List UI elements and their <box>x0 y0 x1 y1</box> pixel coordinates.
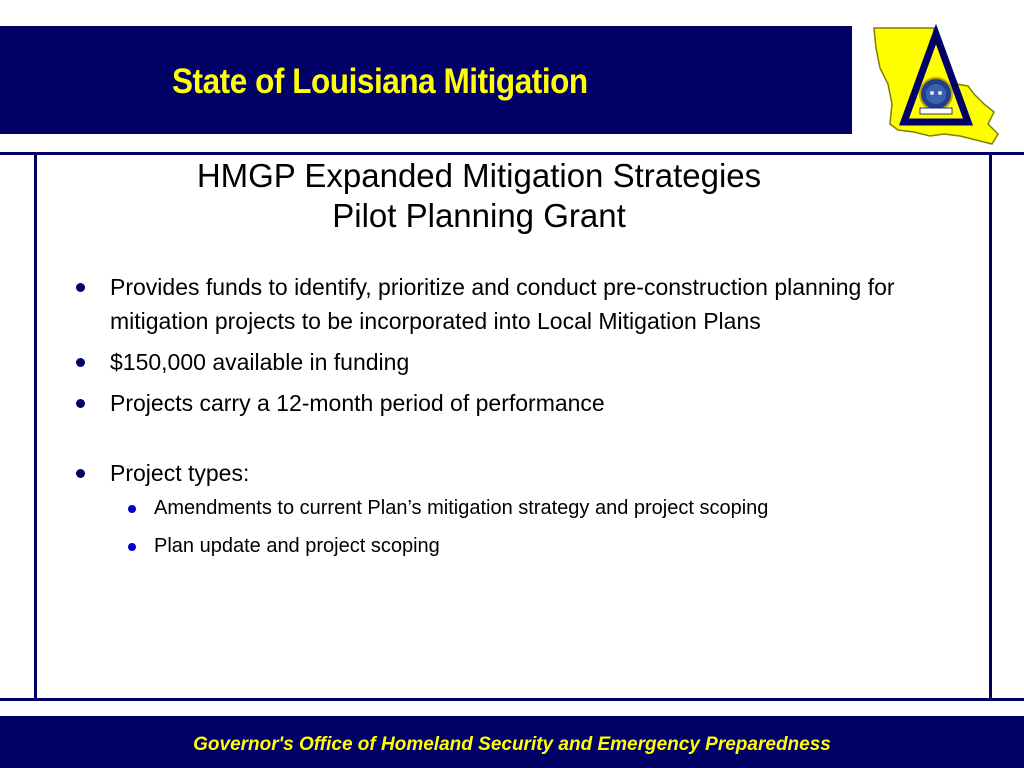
slide-title <box>37 156 921 236</box>
bullet-dot-icon <box>76 469 85 478</box>
bullet-item <box>72 386 952 420</box>
bullet-dot-icon <box>76 399 85 408</box>
bullet-text: Project types: <box>110 460 250 486</box>
slide-title-line-1: HMGP Expanded Mitigation Strategies <box>196 157 762 194</box>
bullet-text: $150,000 available in funding <box>110 349 410 375</box>
frame-top-line <box>0 152 1024 155</box>
sub-bullet-item <box>110 532 952 560</box>
frame-right-line <box>989 152 992 701</box>
sub-bullet-text: Amendments to current Plan’s mitigation strategy and project scoping <box>154 497 769 519</box>
sub-bullet-text: Plan update and project scoping <box>154 535 440 557</box>
bullet-item <box>72 270 952 338</box>
bullet-list <box>72 270 952 570</box>
sub-bullet-list <box>110 494 952 560</box>
frame-bottom-line <box>0 698 1024 701</box>
louisiana-state-seal-logo-icon <box>864 24 1008 148</box>
sub-bullet-dot-icon <box>128 543 136 551</box>
louisiana-seal-logo <box>864 24 1008 148</box>
header-title: State of Louisiana Mitigation <box>172 62 588 101</box>
sub-bullet-dot-icon <box>128 505 136 513</box>
bullet-text: Provides funds to identify, prioritize and conduct pre-construction planning for mitigation projects to be incorporated into Local Mitigation Plans <box>110 274 895 334</box>
bullet-item <box>72 456 952 560</box>
bullet-dot-icon <box>76 358 85 367</box>
bullet-text: Projects carry a 12-month period of performance <box>110 390 605 416</box>
sub-bullet-item <box>110 494 952 522</box>
slide-title-line-2: Pilot Planning Grant <box>332 197 626 234</box>
bullet-dot-icon <box>76 283 85 292</box>
footer-text: Governor's Office of Homeland Security and Emergency Preparedness <box>193 734 831 755</box>
bullet-item <box>72 345 952 379</box>
